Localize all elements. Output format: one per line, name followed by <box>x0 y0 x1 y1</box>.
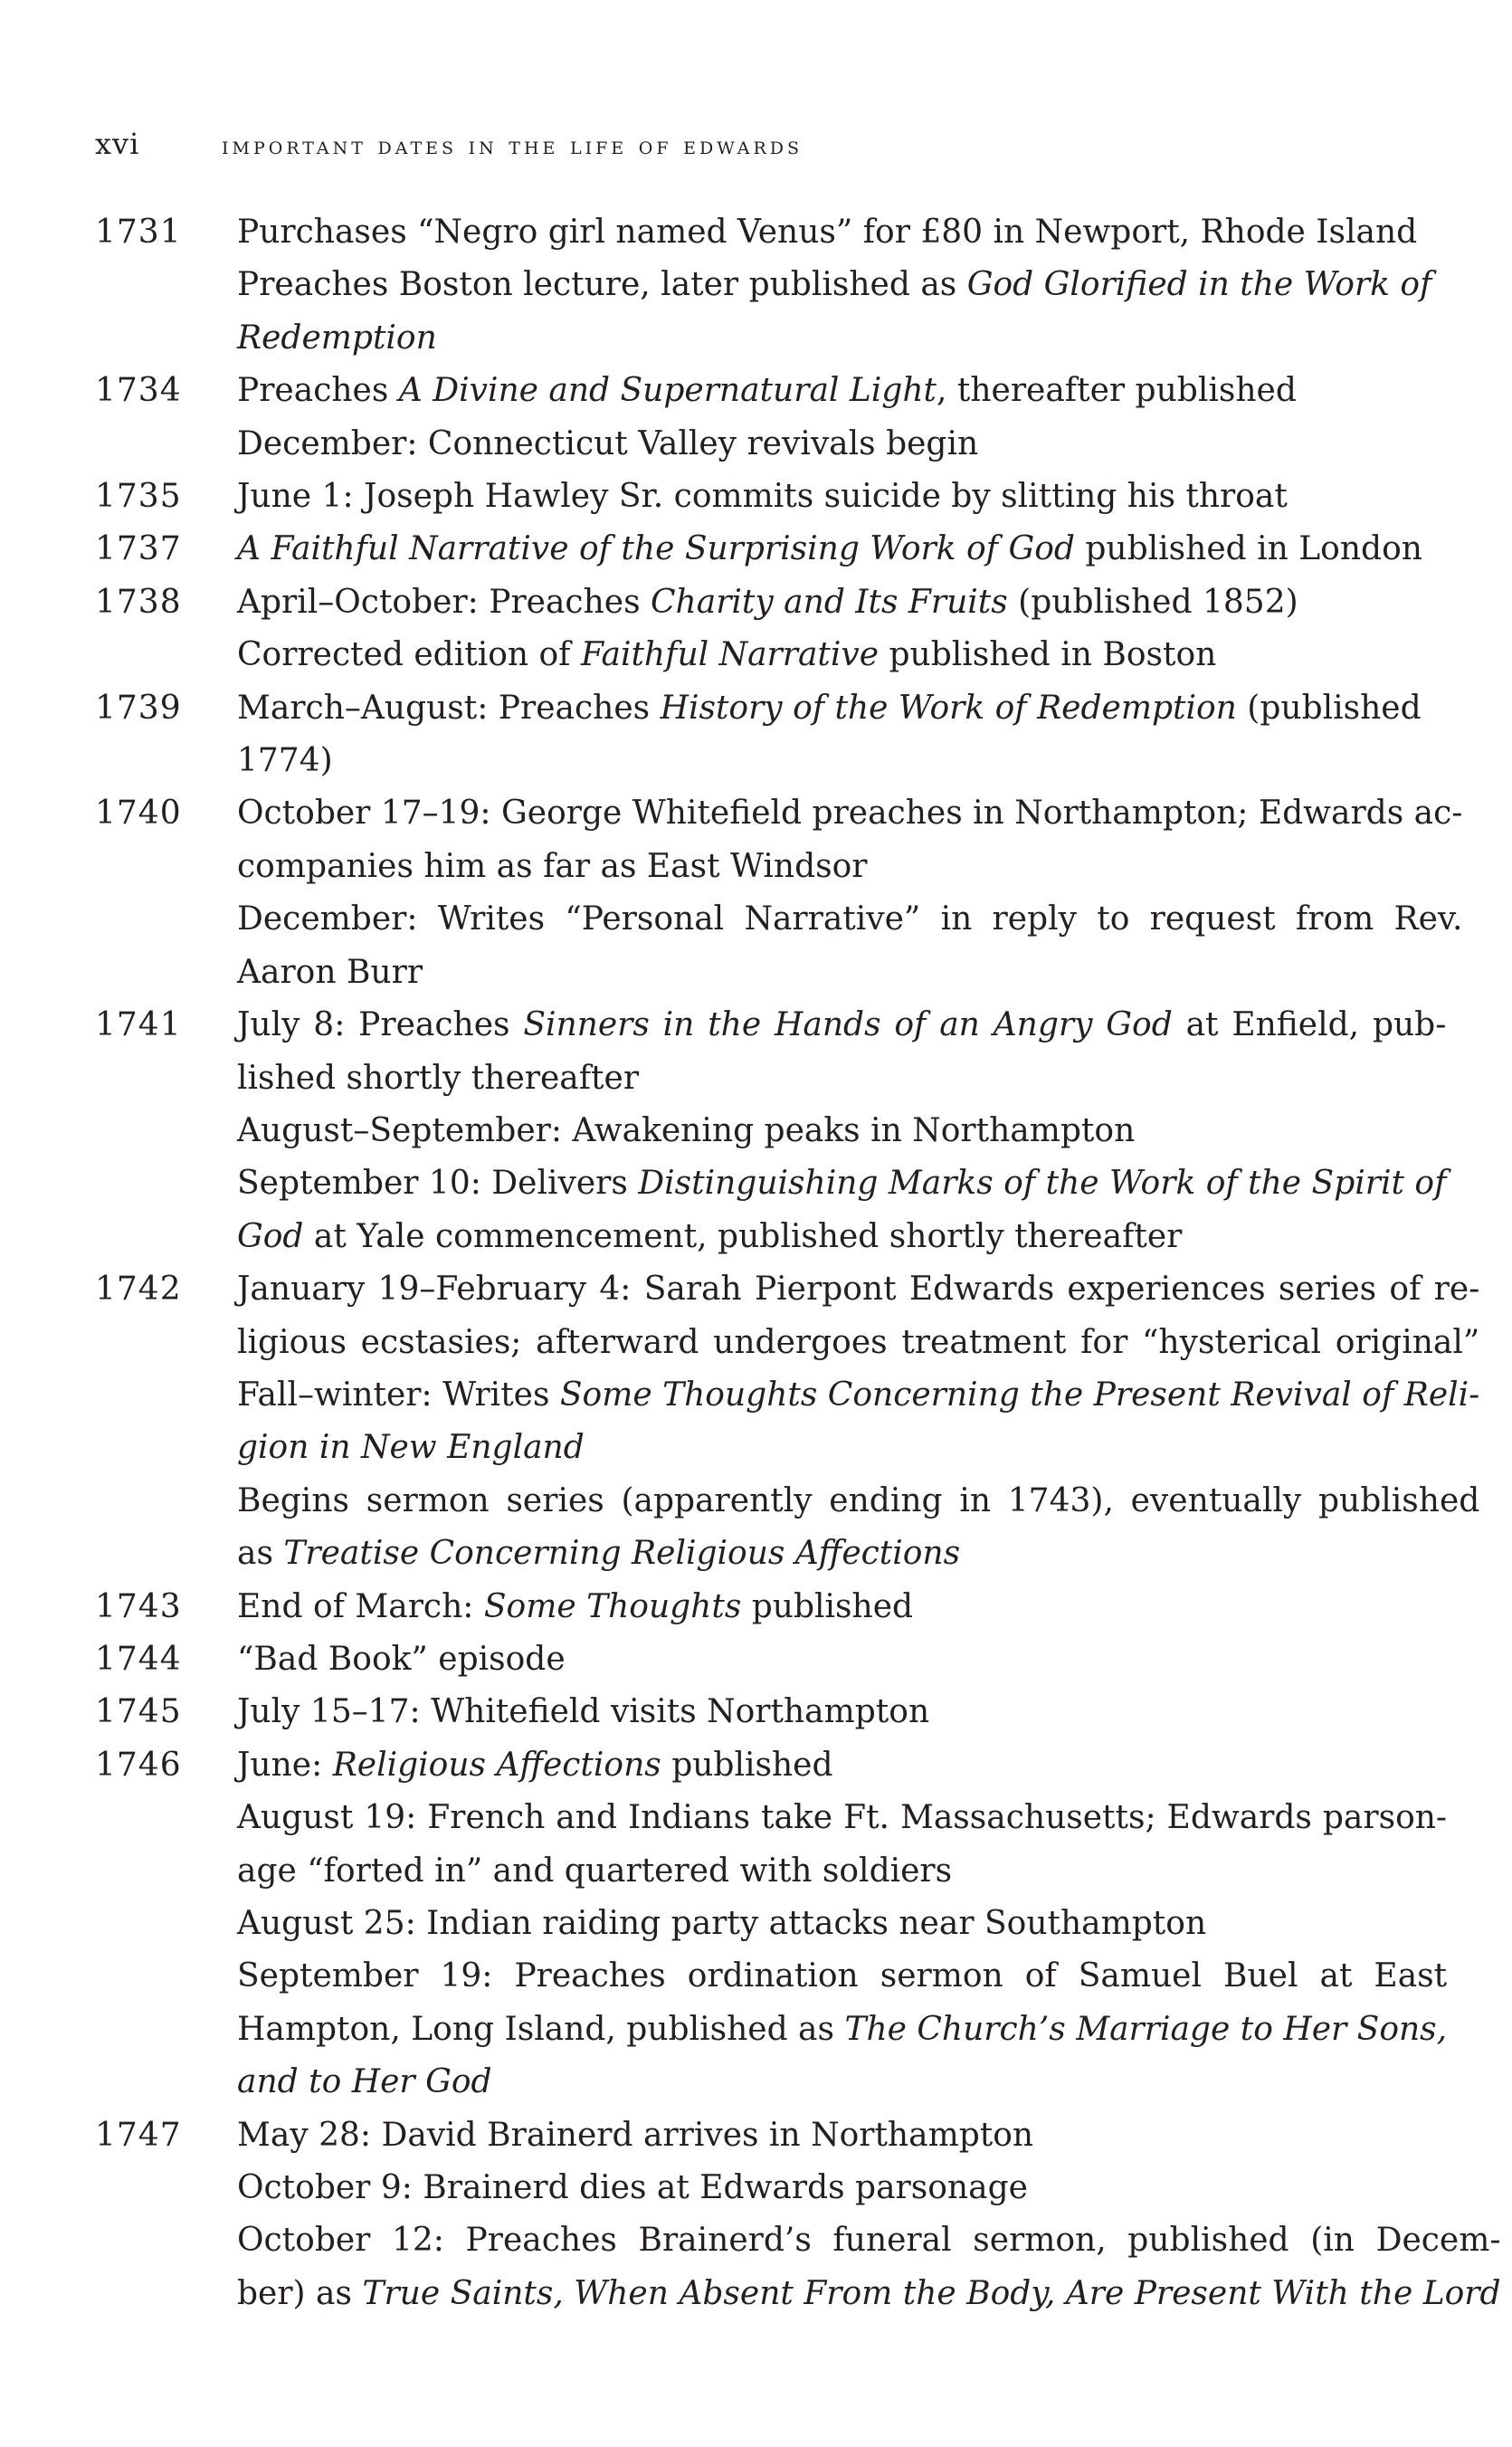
event-text: (published <box>1236 689 1422 727</box>
entry-year: 1731 <box>95 214 182 251</box>
event-text: July 15–17: Whitefield visits Northampton <box>237 1693 930 1731</box>
work-title: Redemption <box>237 319 437 357</box>
event-text: December: Connecticut Valley revivals begin <box>237 424 979 462</box>
entry-year: 1743 <box>95 1587 182 1625</box>
entry-year: 1739 <box>95 689 182 727</box>
event-text: October 12: Preaches Brainerd’s funeral sermon, published (in Decem- <box>237 2222 1501 2260</box>
entry-events <box>237 523 1422 576</box>
event-line <box>237 1739 1447 1792</box>
entry-year: 1734 <box>95 372 182 410</box>
work-title: Treatise Concerning Religious Affections <box>283 1535 961 1573</box>
event-line <box>237 2162 1501 2214</box>
event-line <box>237 259 1431 311</box>
event-line <box>237 2109 1501 2162</box>
event-line <box>237 1105 1446 1157</box>
event-text: at Yale commencement, published shortly thereafter <box>303 1217 1183 1255</box>
entry-events <box>237 1739 1447 2109</box>
event-line <box>237 1845 1447 1898</box>
event-line <box>237 1052 1446 1105</box>
event-text: “Bad Book” episode <box>237 1640 566 1678</box>
event-line <box>237 312 1431 365</box>
event-line <box>237 2214 1501 2267</box>
event-text: Corrected edition of <box>237 636 581 674</box>
timeline-entry <box>95 999 1447 1263</box>
event-text: March–August: Preaches <box>237 689 661 727</box>
event-text: Begins sermon series (apparently ending in 1743), eventually published <box>237 1481 1480 1519</box>
event-text: Purchases “Negro girl named Venus” for £80 in Newport, Rhode Island <box>237 214 1418 251</box>
running-head-title: important dates in the life of edwards <box>222 132 804 160</box>
timeline-entry <box>95 1263 1480 1580</box>
entry-year: 1742 <box>95 1271 182 1309</box>
event-text: October 17–19: George Whitefield preaches in Northampton; Edwards ac- <box>237 795 1463 833</box>
entry-year: 1744 <box>95 1640 182 1678</box>
work-title: The Church’s Marriage to Her Sons, <box>844 2010 1448 2048</box>
event-line <box>237 1211 1446 1263</box>
work-title: Some Thoughts Concerning the Present Revival of Reli- <box>559 1376 1480 1414</box>
timeline-entry <box>95 682 1422 788</box>
event-line <box>237 629 1389 681</box>
event-text: December: Writes “Personal Narrative” in reply to request from Rev. <box>237 900 1463 938</box>
event-line <box>237 1263 1479 1316</box>
event-line <box>237 2004 1447 2056</box>
work-title: History of the Work of Redemption <box>660 689 1237 727</box>
event-text: (published 1852) <box>1007 583 1298 621</box>
entry-events <box>237 2109 1501 2321</box>
event-line <box>237 1157 1446 1210</box>
event-line <box>237 2268 1501 2320</box>
timeline-entry <box>95 365 1389 471</box>
entry-events <box>237 576 1389 682</box>
work-title: A Divine and Supernatural Light <box>398 372 937 410</box>
event-line <box>237 2056 1447 2109</box>
work-title: A Faithful Narrative of the Surprising Work of God <box>237 530 1075 568</box>
entry-year: 1747 <box>95 2116 182 2154</box>
event-text: published in London <box>1074 530 1422 568</box>
entry-events <box>237 1581 1389 1633</box>
event-line <box>237 365 1389 417</box>
entry-year: 1735 <box>95 478 182 516</box>
work-title: Religious Affections <box>332 1746 661 1784</box>
event-line <box>237 1898 1447 1950</box>
work-title: Charity and Its Fruits <box>651 583 1008 621</box>
timeline-entry <box>95 787 1463 999</box>
event-text: Preaches Boston lecture, later published as <box>237 266 967 304</box>
event-text: Hampton, Long Island, published as <box>237 2010 845 2048</box>
event-line <box>237 1422 1479 1474</box>
event-text: Fall–winter: Writes <box>237 1376 560 1414</box>
work-title: God <box>237 1217 304 1255</box>
timeline-entry <box>95 1686 1389 1738</box>
entry-year: 1745 <box>95 1693 182 1731</box>
event-line <box>237 206 1431 259</box>
event-text: published in Boston <box>879 636 1217 674</box>
entry-events <box>237 682 1422 788</box>
event-text: Preaches <box>237 372 399 410</box>
event-line <box>237 735 1422 787</box>
event-line <box>237 947 1462 999</box>
page-number: xvi <box>95 127 140 161</box>
timeline-entry <box>95 1633 1389 1686</box>
event-line <box>237 999 1446 1052</box>
event-text: published <box>661 1746 833 1784</box>
event-text: published <box>741 1587 914 1625</box>
event-line <box>237 787 1462 840</box>
event-text: companies him as far as East Windsor <box>237 847 868 885</box>
work-title: and to Her God <box>237 2063 492 2101</box>
entry-year: 1746 <box>95 1746 182 1784</box>
entry-events <box>237 471 1389 523</box>
entry-events <box>237 1633 1389 1686</box>
work-title: Sinners in the Hands of an Angry God <box>523 1006 1173 1044</box>
event-text: at Enfield, pub- <box>1172 1006 1447 1044</box>
entry-year: 1740 <box>95 795 182 833</box>
event-text: 1774) <box>237 742 333 780</box>
entry-year: 1741 <box>95 1006 182 1044</box>
event-line <box>237 418 1389 471</box>
event-text: June: <box>237 1746 333 1784</box>
event-text: October 9: Brainerd dies at Edwards parsonage <box>237 2169 1028 2207</box>
event-line <box>237 576 1389 629</box>
work-title: Distinguishing Marks of the Work of the Spirit of <box>638 1165 1447 1203</box>
event-text: May 28: David Brainerd arrives in Northampton <box>237 2116 1034 2154</box>
work-title: gion in New England <box>237 1429 585 1467</box>
event-line <box>237 523 1422 576</box>
work-title: Faithful Narrative <box>580 636 880 674</box>
event-line <box>237 1950 1447 2003</box>
event-line <box>237 471 1389 523</box>
event-text: July 8: Preaches <box>237 1006 524 1044</box>
event-line <box>237 682 1422 735</box>
timeline-entry <box>95 1581 1389 1633</box>
event-line <box>237 893 1462 946</box>
work-title: Some Thoughts <box>483 1587 742 1625</box>
event-line <box>237 1792 1447 1844</box>
work-title: God Glorified in the Work of <box>966 266 1432 304</box>
event-text: September 19: Preaches ordination sermon of Samuel Buel at East <box>237 1957 1448 1995</box>
entry-events <box>237 999 1446 1263</box>
event-text: August 25: Indian raiding party attacks near Southampton <box>237 1905 1207 1942</box>
event-line <box>237 1633 1389 1686</box>
event-text: Aaron Burr <box>237 953 423 991</box>
event-text: End of March: <box>237 1587 484 1625</box>
work-title: True Saints, When Absent From the Body, Are Present With the Lord <box>362 2274 1501 2312</box>
event-line <box>237 1369 1479 1422</box>
event-text: age “forted in” and quartered with soldiers <box>237 1852 953 1890</box>
event-line <box>237 1475 1479 1528</box>
event-text: lished shortly thereafter <box>237 1059 640 1097</box>
event-text: ligious ecstasies; afterward undergoes treatment for “hysterical original” <box>237 1323 1480 1361</box>
entry-events <box>237 365 1389 471</box>
entry-events <box>237 206 1431 365</box>
event-text: June 1: Joseph Hawley Sr. commits suicide by slitting his throat <box>237 478 1288 516</box>
chronology-list <box>95 206 1501 2320</box>
entry-events <box>237 787 1462 999</box>
entry-year: 1738 <box>95 583 182 621</box>
event-text: August 19: French and Indians take Ft. Massachusetts; Edwards parson- <box>237 1799 1448 1837</box>
entry-year: 1737 <box>95 530 182 568</box>
timeline-entry <box>95 206 1432 365</box>
event-line <box>237 841 1462 893</box>
event-line <box>237 1686 1389 1738</box>
event-text: April–October: Preaches <box>237 583 651 621</box>
event-text: August–September: Awakening peaks in Northampton <box>237 1111 1136 1149</box>
timeline-entry <box>95 1739 1448 2109</box>
timeline-entry <box>95 2109 1501 2321</box>
event-line <box>237 1317 1479 1369</box>
event-text: as <box>237 1535 284 1573</box>
running-head <box>95 127 803 161</box>
timeline-entry <box>95 471 1389 523</box>
entry-events <box>237 1686 1389 1738</box>
event-text: January 19–February 4: Sarah Pierpont Edwards experiences series of re- <box>237 1271 1480 1309</box>
event-text: September 10: Delivers <box>237 1165 639 1203</box>
event-text: , thereafter published <box>936 372 1297 410</box>
event-line <box>237 1528 1479 1580</box>
entry-events <box>237 1263 1479 1580</box>
event-line <box>237 1581 1389 1633</box>
event-text: ber) as <box>237 2274 363 2312</box>
timeline-entry <box>95 523 1422 576</box>
timeline-entry <box>95 576 1389 682</box>
